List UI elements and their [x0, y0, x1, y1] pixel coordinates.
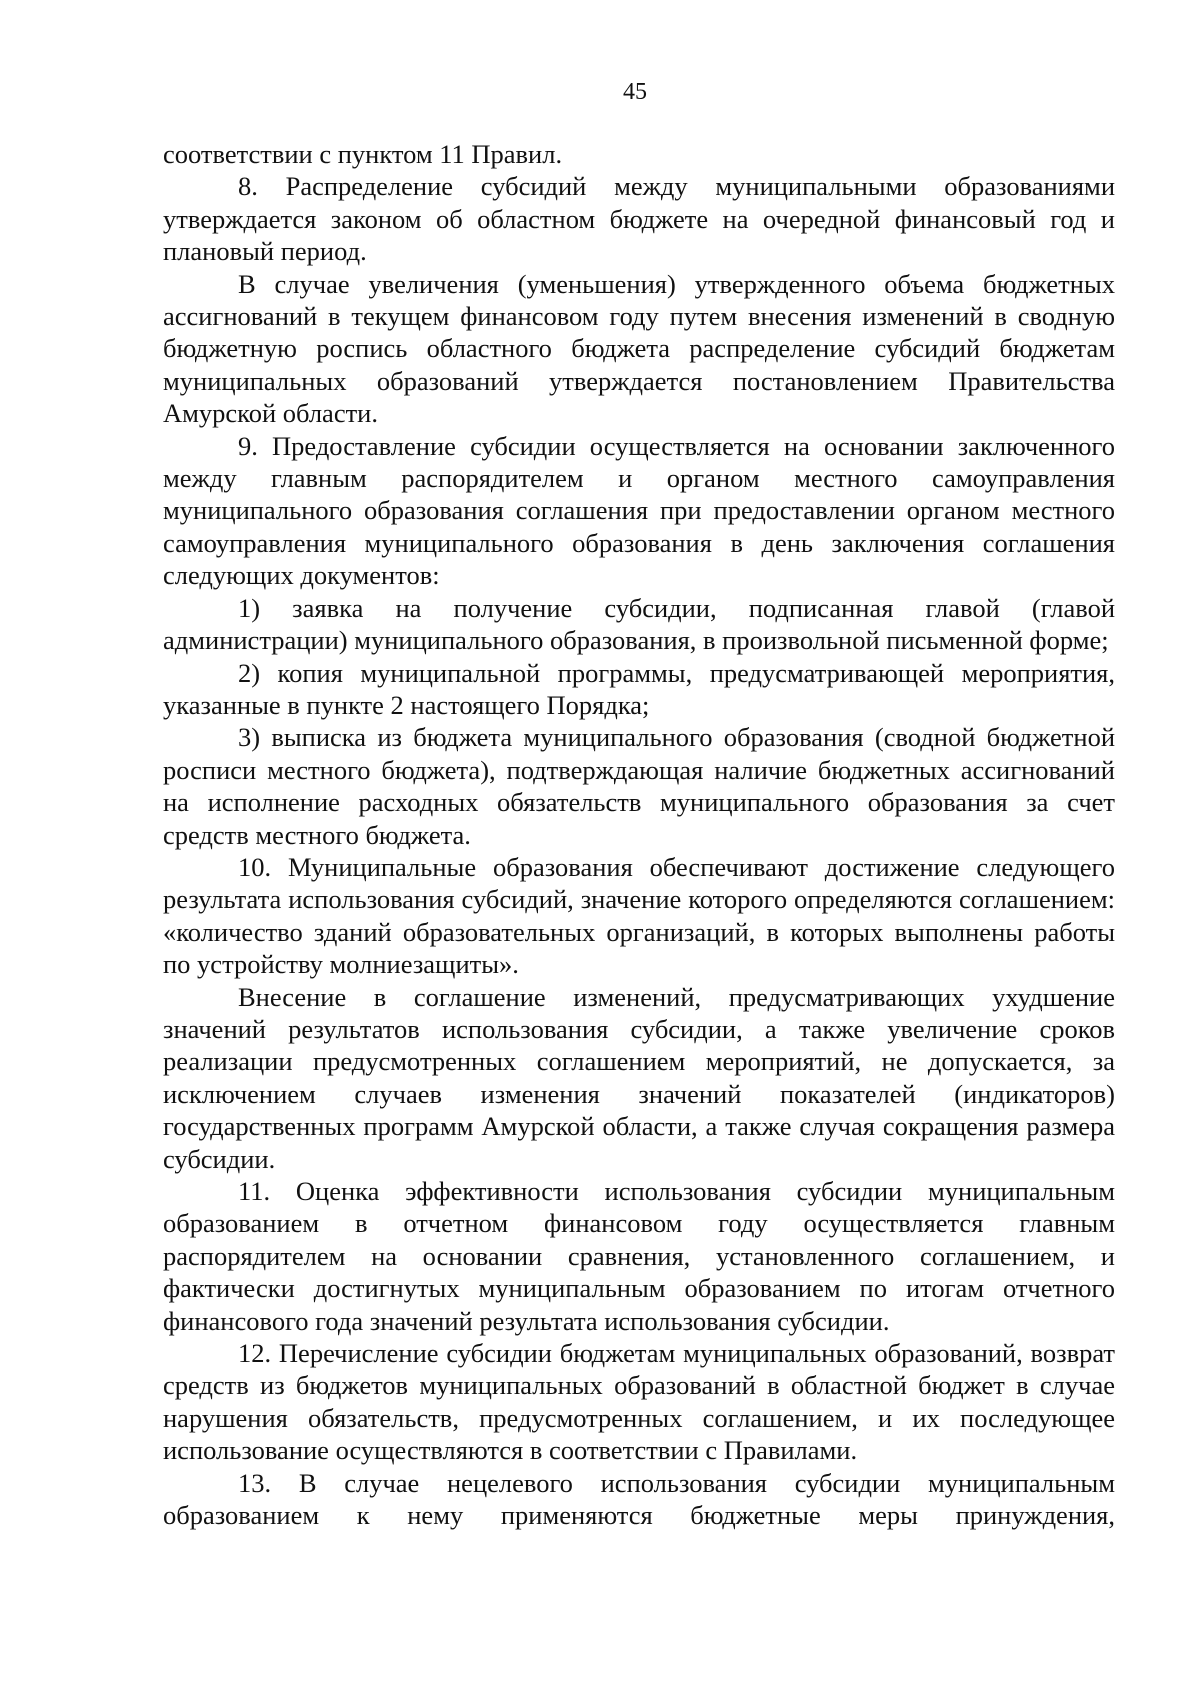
document-body	[163, 138, 1115, 1531]
paragraph-item-10: 10. Муниципальные образования обеспечивают достижение следующего результата использования субсидий, значение которого определяются соглашением: «количество зданий образовательных организаций, в которых выполнены работы по устройству молниезащиты».	[163, 851, 1115, 980]
paragraph-item-9: 9. Предоставление субсидии осуществляется на основании заключенного между главным распорядителем и органом местного самоуправления муниципального образования соглашения при предоставлении органом местного самоуправления муниципального образования в день заключения соглашения следующих документов:	[163, 430, 1115, 591]
paragraph-budget-change: В случае увеличения (уменьшения) утвержденного объема бюджетных ассигнований в текущем финансовом году путем внесения изменений в сводную бюджетную роспись областного бюджета распределение субсидий бюджетам муниципальных образований утверждается постановлением Правительства Амурской области.	[163, 268, 1115, 429]
paragraph-agreement-changes: Внесение в соглашение изменений, предусматривающих ухудшение значений результатов использования субсидии, а также увеличение сроков реализации предусмотренных соглашением мероприятий, не допускается, за исключением случаев изменения значений показателей (индикаторов) государственных программ Амурской области, а также случая сокращения размера субсидии.	[163, 981, 1115, 1174]
paragraph-item-12: 12. Перечисление субсидии бюджетам муниципальных образований, возврат средств из бюджетов муниципальных образований в областной бюджет в случае нарушения обязательств, предусмотренных соглашением, и их последующее использование осуществляются в соответствии с Правилами.	[163, 1338, 1115, 1466]
paragraph-continuation: соответствии с пунктом 11 Правил.	[163, 139, 563, 169]
page-number: 45	[623, 79, 647, 105]
list-item-3: 3) выписка из бюджета муниципального образования (сводной бюджетной росписи местного бюджета), подтверждающая наличие бюджетных ассигнований на исполнение расходных обязательств муниципального образования за счет средств местного бюджета.	[163, 722, 1115, 850]
paragraph-item-11: 11. Оценка эффективности использования субсидии муниципальным образованием в отчетном финансовом году осуществляется главным распорядителем на основании сравнения, установленного соглашением, и фактически достигнутых муниципальным образованием по итогам отчетного финансового года значений результата использования субсидии.	[163, 1176, 1115, 1336]
list-item-1: 1) заявка на получение субсидии, подписанная главой (главой администрации) муниципального образования, в произвольной письменной форме;	[163, 592, 1115, 656]
paragraph-item-8: 8. Распределение субсидий между муниципальными образованиями утверждается законом об областном бюджете на очередной финансовый год и плановый период.	[163, 171, 1115, 267]
list-item-2: 2) копия муниципальной программы, предусматривающей мероприятия, указанные в пункте 2 настоящего Порядка;	[163, 657, 1115, 720]
paragraph-item-13: 13. В случае нецелевого использования субсидии муниципальным образованием к нему применяются бюджетные меры принуждения,	[163, 1467, 1115, 1531]
